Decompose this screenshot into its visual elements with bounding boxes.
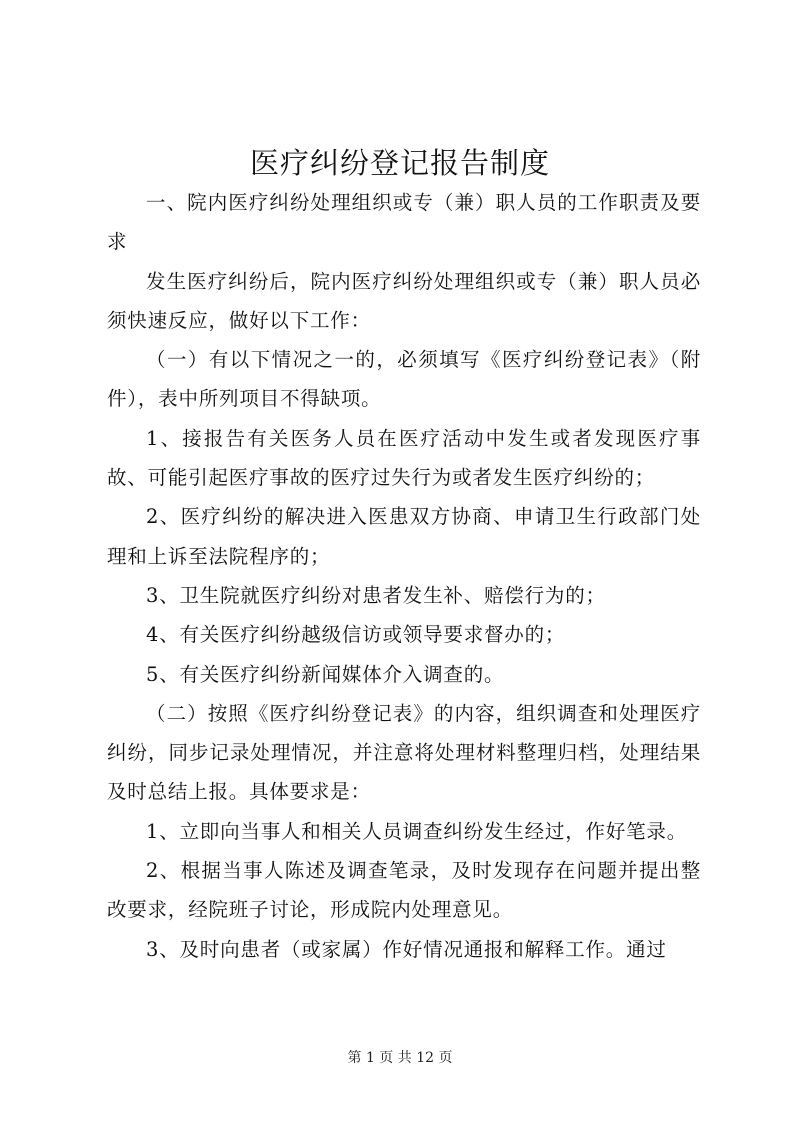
paragraph-item-5: 5、有关医疗纠纷新闻媒体介入调查的。 bbox=[146, 662, 505, 686]
paragraph-item-4: 4、有关医疗纠纷越级信访或领导要求督办的； bbox=[146, 623, 566, 647]
page-footer: 第 1 页 共 12 页 bbox=[347, 1050, 453, 1066]
document-title: 医疗纠纷登记报告制度 bbox=[249, 146, 550, 180]
paragraph-req-3: 3、及时向患者（或家属）作好情况通报和解释工作。通过 bbox=[146, 937, 667, 961]
paragraph-subsection-one: （一）有以下情况之一的，必须填写《医疗纠纷登记表》（附件），表中所列项目不得缺项。 bbox=[107, 348, 701, 411]
paragraph-item-2: 2、医疗纠纷的解决进入医患双方协商、申请卫生行政部门处理和上诉至法院程序的； bbox=[107, 505, 701, 568]
paragraph-intro: 发生医疗纠纷后，院内医疗纠纷处理组织或专（兼）职人员必须快速反应，做好以下工作： bbox=[107, 269, 701, 332]
paragraph-req-2: 2、根据当事人陈述及调查笔录，及时发现存在问题并提出整改要求，经院班子讨论，形成院内处理意见。 bbox=[107, 859, 701, 922]
paragraph-item-1: 1、接报告有关医务人员在医疗活动中发生或者发现医疗事故、可能引起医疗事故的医疗过失行为或者发生医疗纠纷的； bbox=[107, 426, 701, 490]
paragraph-req-1: 1、立即向当事人和相关人员调查纠纷发生经过，作好笔录。 bbox=[146, 819, 688, 843]
paragraph-subsection-two: （二）按照《医疗纠纷登记表》的内容，组织调查和处理医疗纠纷，同步记录处理情况，并注意将处理材料整理归档，处理结果及时总结上报。具体要求是： bbox=[107, 701, 701, 804]
paragraph-section-one-heading: 一、院内医疗纠纷处理组织或专（兼）职人员的工作职责及要求 bbox=[107, 191, 701, 254]
paragraph-item-3: 3、卫生院就医疗纠纷对患者发生补、赔偿行为的； bbox=[146, 583, 606, 607]
document-body bbox=[107, 183, 701, 969]
